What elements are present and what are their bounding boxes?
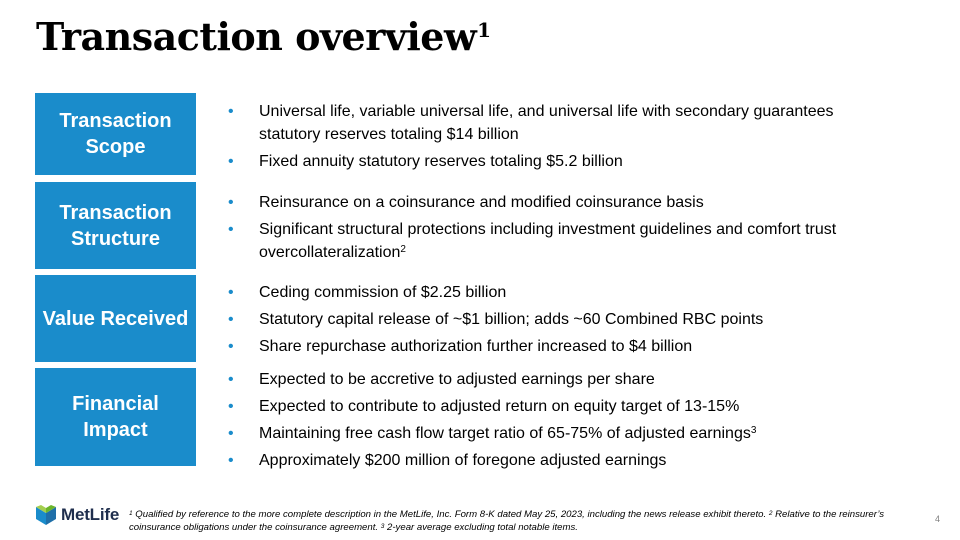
section-bullets-value-received bbox=[228, 281, 868, 362]
bullet-dot-icon: • bbox=[228, 398, 234, 415]
section-bullets-financial-impact bbox=[228, 368, 868, 476]
bullet-item: • Universal life, variable universal life, and universal life with secondary guarantees statutory reserves totaling $14 billion bbox=[228, 100, 868, 146]
section-bullets-transaction-scope bbox=[228, 100, 868, 177]
section-bullets-transaction-structure bbox=[228, 191, 868, 268]
bullet-item: • Statutory capital release of ~$1 billion; adds ~60 Combined RBC points bbox=[228, 308, 868, 331]
page-title bbox=[36, 14, 491, 59]
bullet-item: • Expected to be accretive to adjusted earnings per share bbox=[228, 368, 868, 391]
section-label-value-received: Value Received bbox=[35, 275, 196, 362]
bullet-item: • Reinsurance on a coinsurance and modified coinsurance basis bbox=[228, 191, 868, 214]
logo-text: MetLife bbox=[61, 505, 120, 524]
footnote: $^1$ Qualified by reference to the more complete description in the MetLife, Inc. Form 8-K dated May 25, 2023, including the news release exhibit thereto. $^2$ Relative to the reinsurer’s coinsurance obligations under the coinsurance agreement. $^3$ 2-year average excluding total notable items. bbox=[129, 509, 885, 533]
metlife-logo-icon bbox=[36, 505, 56, 525]
bullet-dot-icon: • bbox=[228, 425, 234, 442]
bullet-dot-icon: • bbox=[228, 194, 234, 211]
bullet-item: • Approximately $200 million of foregone adjusted earnings bbox=[228, 449, 868, 472]
bullet-item: • Ceding commission of $2.25 billion bbox=[228, 281, 868, 304]
bullet-item: • Fixed annuity statutory reserves totaling $5.2 billion bbox=[228, 150, 868, 173]
bullet-dot-icon: • bbox=[228, 284, 234, 301]
bullet-dot-icon: • bbox=[228, 221, 234, 238]
bullet-dot-icon: • bbox=[228, 153, 234, 170]
title-text: Transaction overview bbox=[36, 14, 477, 59]
page-number: 4 bbox=[935, 514, 941, 524]
bullet-item: • Expected to contribute to adjusted return on equity target of 13-15% bbox=[228, 395, 868, 418]
title-footnote-ref: 1 bbox=[477, 18, 491, 42]
section-label-financial-impact: Financial Impact bbox=[35, 368, 196, 466]
bullet-dot-icon: • bbox=[228, 371, 234, 388]
bullet-dot-icon: • bbox=[228, 103, 234, 120]
footnote-ref-3: 3 bbox=[750, 425, 757, 436]
bullet-item: • Maintaining free cash flow target ratio of 65-75% of adjusted earnings$^3$ bbox=[228, 422, 868, 445]
section-label-transaction-structure: Transaction Structure bbox=[35, 182, 196, 269]
bullet-dot-icon: • bbox=[228, 452, 234, 469]
bullet-dot-icon: • bbox=[228, 311, 234, 328]
bullet-item: • Significant structural protections including investment guidelines and comfort trust overcollateralization$^2$ bbox=[228, 218, 868, 264]
footnote-ref-2: 2 bbox=[400, 244, 406, 255]
metlife-logo bbox=[36, 505, 119, 525]
bullet-item: • Share repurchase authorization further increased to $4 billion bbox=[228, 335, 868, 358]
bullet-dot-icon: • bbox=[228, 338, 234, 355]
section-label-transaction-scope: Transaction Scope bbox=[35, 93, 196, 175]
